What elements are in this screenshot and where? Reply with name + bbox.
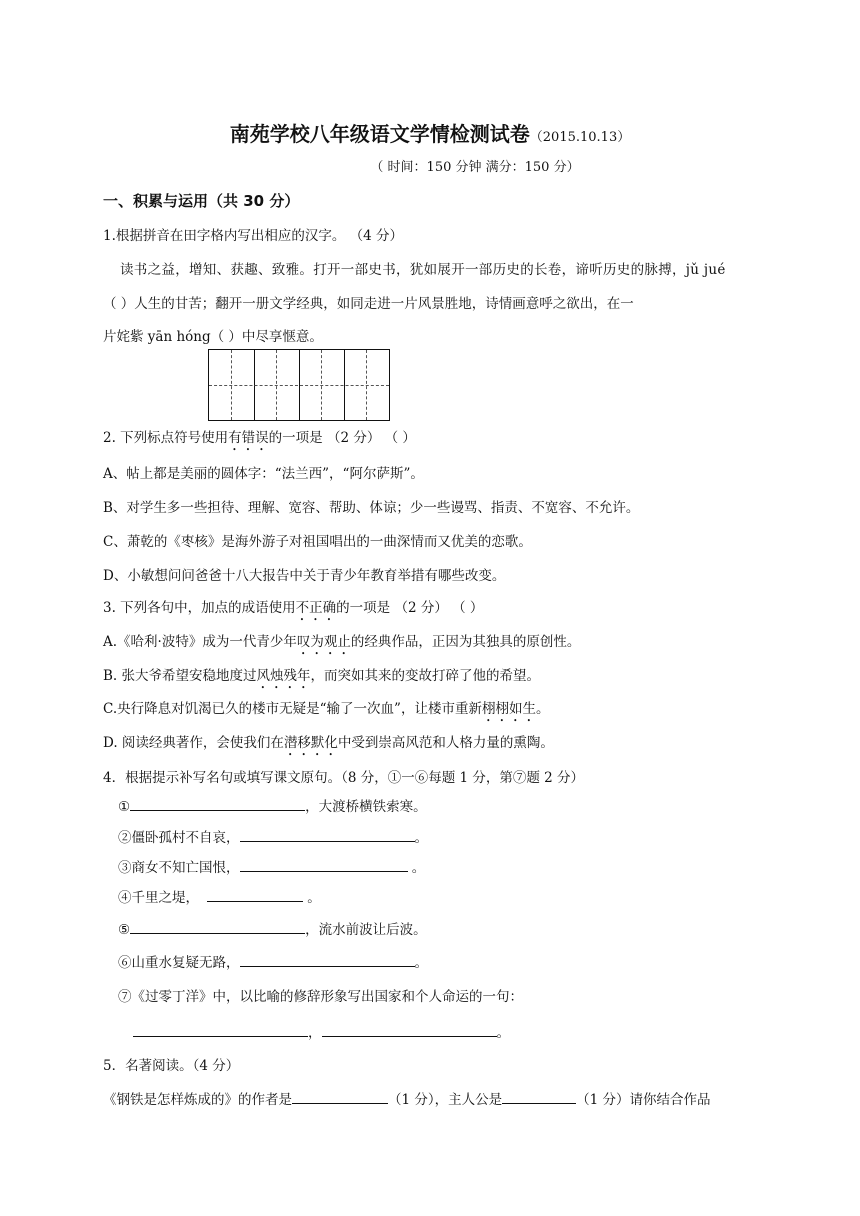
question-4-item-5: ⑤ ，流水前波让后波。 [118,918,427,938]
question-1-passage-line3: 片姹紫 yān hóng（ ）中尽享惬意。 [103,329,323,345]
answer-blank[interactable] [240,827,415,842]
question-2-option-d: D、小敏想问问爸爸十八大报告中关于青少年教育举措有哪些改变。 [103,568,506,584]
tianzige-grid[interactable] [208,349,390,421]
question-3-option-c: C.央行降息对饥渴已久的楼市无疑是“输了一次血”，让楼市重新栩栩如生。 [103,701,550,717]
question-4-item-6: ⑥山重水复疑无路， 。 [118,951,428,971]
question-1-stem: 1.根据拼音在田字格内写出相应的汉字。 （4 分） [103,228,404,244]
question-4-item-3: ③商女不知亡国恨， 。 [118,856,425,876]
question-5-line1: 《钢铁是怎样炼成的》的作者是 （1 分），主人公是 （1 分）请你结合作品 [103,1088,711,1108]
question-1-passage-line1: 读书之益，增知、获趣、致雅。打开一部史书，犹如展开一部历史的长卷，谛听历史的脉搏，jǔ jué [120,262,726,278]
question-4-item-4: ④千里之堤， 。 [118,886,321,906]
answer-blank[interactable] [322,1022,497,1037]
answer-blank[interactable] [130,919,305,934]
question-4-item-7: ⑦《过零丁洋》中，以比喻的修辞形象写出国家和个人命运的一句： [118,989,523,1005]
question-2-option-a: A、帖上都是美丽的圆体字：“法兰西”，“阿尔萨斯”。 [103,466,424,482]
answer-blank[interactable] [240,952,415,967]
question-1-passage-line2: （ ）人生的甘苦；翻开一册文学经典，如同走进一片风景胜地，诗情画意呼之欲出，在一 [103,296,634,312]
question-2-option-b: B、对学生多一些担待、理解、宽容、帮助、体谅；少一些谩骂、指责、不宽容、不允许。 [103,500,640,516]
question-2-option-c: C、萧乾的《枣核》是海外游子对祖国唱出的一曲深情而又优美的恋歌。 [103,534,532,550]
answer-blank[interactable] [133,1022,308,1037]
question-4-item-2: ②僵卧孤村不自哀， 。 [118,826,428,846]
answer-blank[interactable] [130,796,305,811]
question-4-item-1: ① ，大渡桥横铁索寒。 [118,795,427,815]
answer-blank[interactable] [502,1089,576,1104]
question-3-stem: 3. 下列各句中，加点的成语使用不正确的一项是 （2 分） （ ） [103,600,484,616]
question-3-option-b: B. 张大爷希望安稳地度过风烛残年，而突如其来的变故打碎了他的希望。 [103,668,541,684]
question-2-stem: 2. 下列标点符号使用有错误的一项是 （2 分） （ ） [103,430,416,446]
answer-blank[interactable] [240,857,408,872]
question-3-option-d: D. 阅读经典著作，会使我们在潜移默化中受到崇高风范和人格力量的熏陶。 [103,735,554,751]
question-4-item-7-answer: ， 。 [133,1021,510,1041]
section-heading: 一、积累与运用（共 30 分） [103,192,300,210]
answer-blank[interactable] [292,1089,388,1104]
answer-blank[interactable] [207,887,303,902]
question-4-stem: 4．根据提示补写名句或填写课文原句。（8 分，①一⑥每题 1 分，第⑦题 2 分） [103,770,585,786]
exam-info: （ 时间：150 分钟 满分：150 分） [370,160,580,175]
question-5-stem: 5．名著阅读。（4 分） [103,1058,240,1074]
question-3-option-a: A.《哈利·波特》成为一代青少年叹为观止的经典作品，正因为其独具的原创性。 [103,634,581,650]
page-title: 南苑学校八年级语文学情检测试卷（2015.10.13） [229,122,631,146]
exam-date: （2015.10.13） [529,130,631,145]
